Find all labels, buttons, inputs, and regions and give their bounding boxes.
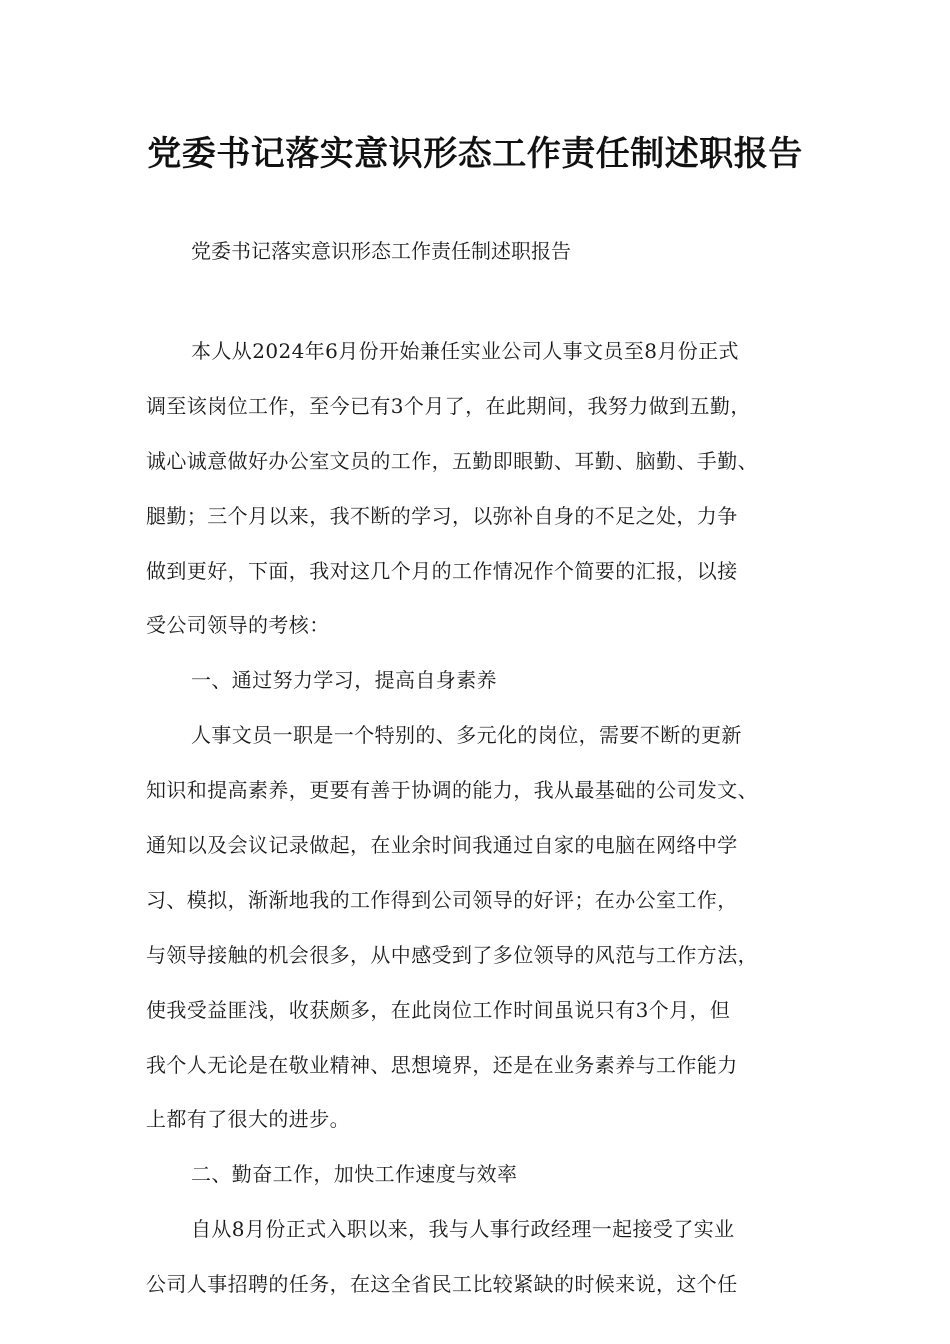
paragraph-line: 做到更好，下面，我对这几个月的工作情况作个简要的汇报，以接	[146, 558, 738, 583]
paragraph-line: 通知以及会议记录做起，在业余时间我通过自家的电脑在网络中学	[146, 833, 738, 858]
document-title: 党委书记落实意识形态工作责任制述职报告	[147, 134, 803, 174]
paragraph-line: 公司人事招聘的任务，在这全省民工比较紧缺的时候来说，这个任	[146, 1272, 738, 1297]
paragraph-line: 知识和提高素养，更要有善于协调的能力，我从最基础的公司发文、	[146, 778, 758, 803]
paragraph-line: 上都有了很大的进步。	[146, 1107, 350, 1132]
paragraph-line: 调至该岗位工作，至今已有3个月了，在此期间，我努力做到五勤，	[146, 393, 751, 418]
paragraph-line: 与领导接触的机会很多，从中感受到了多位领导的风范与工作方法，	[146, 942, 758, 967]
paragraph-line: 使我受益匪浅，收获颇多，在此岗位工作时间虽说只有3个月，但	[146, 997, 731, 1022]
section-heading: 二、勤奋工作，加快工作速度与效率	[191, 1162, 518, 1187]
document-subtitle: 党委书记落实意识形态工作责任制述职报告	[191, 239, 571, 263]
paragraph-line: 本人从2024年6月份开始兼任实业公司人事文员至8月份正式	[191, 339, 739, 363]
section-heading: 一、通过努力学习，提高自身素养	[191, 668, 497, 693]
paragraph-line: 我个人无论是在敬业精神、思想境界，还是在业务素养与工作能力	[146, 1052, 738, 1077]
paragraph-line: 人事文员一职是一个特别的、多元化的岗位，需要不断的更新	[191, 723, 742, 748]
paragraph-line: 诚心诚意做好办公室文员的工作，五勤即眼勤、耳勤、脑勤、手勤、	[146, 448, 758, 473]
paragraph-line: 习、模拟，渐渐地我的工作得到公司领导的好评；在办公室工作，	[146, 887, 738, 912]
paragraph-line: 自从8月份正式入职以来，我与人事行政经理一起接受了实业	[191, 1217, 735, 1242]
document-body	[146, 336, 836, 1324]
paragraph-line: 腿勤；三个月以来，我不断的学习，以弥补自身的不足之处，力争	[146, 503, 738, 528]
paragraph-line: 受公司领导的考核：	[146, 613, 330, 638]
